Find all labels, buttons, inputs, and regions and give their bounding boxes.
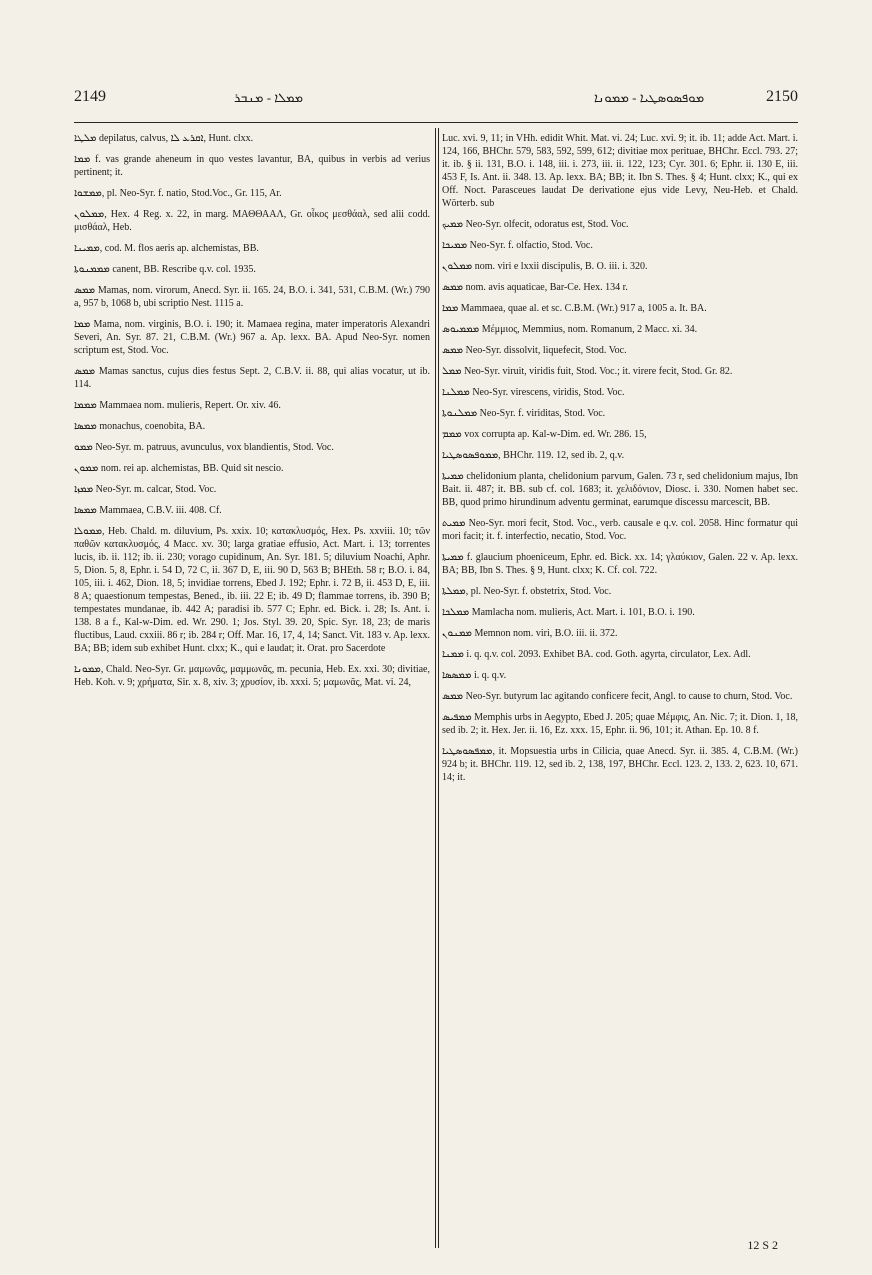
left-running-head: ܡܡܠܐ - ܡܢܒܪ (234, 90, 304, 105)
entry: ܡܡܠ Neo-Syr. viruit, viridis fuit, Stod. Voc.; it. virere fecit, Stod. Gr. 82. (442, 366, 733, 377)
entry: ܡܡܐ Mama, nom. virginis, B.O. i. 190; it. Mamaea regina, mater imperatoris Alexandri Severi, An. Syr. 87. 21, C.B.M. (Wr.) 967 a. Ap. lexx. BA. Apud Neo-Syr. nomen scriptum est, Stod. Voc. (74, 319, 430, 356)
entry: ܡܡܫܘܐ, pl. Neo-Syr. f. natio, Stod.Voc., Gr. 115, Ar. (74, 188, 282, 199)
left-column (74, 132, 430, 697)
signature-mark: 12 S 2 (747, 1238, 778, 1252)
entry: ܡܡܝܬܐ chelidonium planta, chelidonium parvum, Galen. 73 r, sed chelidonium majus, Ibn Bait. ii. 487; it. BB. sub cf. col. 1683; it. χελιδόνιον, Diosc. i. 330. Nomen habet sec. BB, quod primo hirundinum adventu germinat, earumque discessu marcescit, BB. (442, 471, 798, 508)
header-rule (74, 122, 798, 123)
entry: ܡܡܝܬ Neo-Syr. mori fecit, Stod. Voc., verb. causale e q.v. col. 2058. Hinc formatur qui mori facit; it. f. interfectio, necatio, Stod. Voc. (442, 518, 798, 542)
entry: ܡܡܣ Mamas, nom. virorum, Anecd. Syr. ii. 165. 24, B.O. i. 341, 531, C.B.M. (Wr.) 790 a, 957 b, 1068 b, ubi scriptio Nest. 1115 a. (74, 285, 430, 309)
column-divider-second (438, 128, 439, 1248)
entry: ܡܡܡ vox corrupta ap. Kal-w-Dim. ed. Wr. 286. 15, (442, 429, 647, 440)
entry: ܡܡܢܐ i. q. q.v. col. 2093. Exhibet BA. cod. Goth. agyrta, circulator, Lex. Adl. (442, 649, 751, 660)
entry: ܡܡܦܣܘܣܛܝܐ, it. Mopsuestia urbs in Cilicia, quae Anecd. Syr. ii. 385. 4, C.B.M. (Wr.) 924 b; it. BHChr. 119. 12, sed ib. 2, 138, 197, BHChr. Eccl. 123. 2, 133. 2, 623. 10, 671. 14; it. (442, 746, 798, 783)
entry: ܡܡܘ Neo-Syr. m. patruus, avunculus, vox blandientis, Stod. Voc. (74, 442, 334, 453)
entry: ܡܡܡܐ Mammaea nom. mulieris, Repert. Or. xiv. 46. (74, 400, 281, 411)
entry: ܡܡܠܬܐ, pl. Neo-Syr. f. obstetrix, Stod. Voc. (442, 586, 612, 597)
entry: ܡܡܝܬܐ f. glaucium phoeniceum, Ephr. ed. Bick. xx. 14; γλαύκιον, Galen. 22 v. Ap. lexx. BA; BB, Ibn S. Thes. § 9, Hunt. clxx; K. Cf. col. 722. (442, 552, 798, 576)
entry: ܡܠܛܐ depilatus, calvus, ܐܩܪܥ ܠܐ, Hunt. clxx. (74, 133, 254, 144)
entry: ܡܡܡܝܘܣ Μέμμιος, Memmius, nom. Romanum, 2 Macc. xi. 34. (442, 324, 698, 335)
entry: ܡܡܣ Neo-Syr. dissolvit, liquefecit, Stod. Voc. (442, 345, 627, 356)
entry: ܡܡܦܝܣ Memphis urbs in Aegypto, Ebed J. 205; quae Μέμφις, An. Nic. 7; it. Dion. 1, 18, sed ib. 2; it. Hex. Jer. ii. 16, Ez. xxx. 15, Ephr. ii. 96, 101; it. Athan. Ep. 10. 8 f. (442, 712, 798, 736)
entry: ܡܡܠܢܐ Neo-Syr. virescens, viridis, Stod. Voc. (442, 387, 625, 398)
entry: ܡܡܐ Mammaea, quae al. et sc. C.B.M. (Wr.) 917 a, 1005 a. It. BA. (442, 303, 707, 314)
entry: ܡܡܣܐ monachus, coenobita, BA. (74, 421, 206, 432)
entry: ܡܡܠܘܢ, Hex. 4 Reg. x. 22, in marg. ΜΑΘΘΑΑΛ, Gr. οἶκος μεσθάαλ, sed alii codd. μισθάαλ, Heb. (74, 209, 430, 233)
entry: ܡܡܠܢܘܬܐ Neo-Syr. f. viriditas, Stod. Voc. (442, 408, 606, 419)
right-column (442, 132, 798, 792)
entry: ܡܡܝܟܐ Neo-Syr. f. olfactio, Stod. Voc. (442, 240, 593, 251)
right-running-head: ܡܘܦܣܘܣܛܝܐ - ܡܡܘܢܐ (594, 90, 705, 105)
right-page-number: 2150 (766, 88, 798, 105)
entry: ܡܡܣܐ Mammaea, C.B.V. iii. 408. Cf. (74, 505, 222, 516)
entry: ܡܡܢܘܢ Memnon nom. viri, B.O. iii. ii. 372. (442, 628, 618, 639)
entry: Luc. xvi. 9, 11; in VHh. edidit Whit. Mat. vi. 24; Luc. xvi. 9; it. ib. 11; adde Act. Mart. i. 124, 166, BHChr. 579, 583, 592, 599, 612; divitiae mox perituae, BHChr. Eccl. 793. 27; it. ib. § ii. 131, B.O. i. 148, iii. i. 273, iii. ii. 122, 123; Cyr. 301. 6; Ephr. ii. 130 E, iii. 453 F, Is. Ant. ii. 348. 13. Ap. lexx. BA; BB; it. Ibn S. Thes. § 4; Hunt. clxx; K., qui ex Off. Noct. Parasceues laudat De derivatione ejus vide Levy, Neu-Heb. et Chald. Wörterb. sub (442, 133, 798, 209)
entry: ܡܡܠܘܢ nom. viri e lxxii discipulis, B. O. iii. i. 320. (442, 261, 648, 272)
entry: ܡܡܡܢܘܬܐ canent, BB. Rescribe q.v. col. 1935. (74, 264, 256, 275)
column-divider (435, 128, 436, 1248)
entry: ܡܡܝܢܐ, cod. M. flos aeris ap. alchemistas, BB. (74, 243, 259, 254)
entry: ܡܡܘܦܣܘܣܛܝܐ, BHChr. 119. 12, sed ib. 2, q.v. (442, 450, 625, 461)
entry: ܡܡܘܢܐ, Chald. Neo-Syr. Gr. μαμωνᾶς, μαμμωνᾶς, m. pecunia, Heb. Ex. xxi. 30; divitiae, Heb. Koh. v. 9; χρήματα, Sir. x. 8, xiv. 3; χρυσίον, ib. xxxi. 5; μαμωνᾶς, Mat. vi. 24, (74, 664, 430, 688)
entry: ܡܡܐ f. vas grande aheneum in quo vestes lavantur, BA, quibus in verbis ad verius pertinent; it. (74, 154, 430, 178)
entry: ܡܡܣ Mamas sanctus, cujus dies festus Sept. 2, C.B.V. ii. 88, qui alias vocatur, ut ib. 114. (74, 366, 430, 390)
entry: ܡܡܣ nom. avis aquaticae, Bar-Ce. Hex. 134 r. (442, 282, 628, 293)
entry: ܡܡܘܢ nom. rei ap. alchemistas, BB. Quid sit nescio. (74, 463, 284, 474)
entry: ܡܡܠܟܐ Mamlacha nom. mulieris, Act. Mart. i. 101, B.O. i. 190. (442, 607, 695, 618)
left-page-number: 2149 (74, 88, 106, 105)
entry: ܡܡܣ Neo-Syr. butyrum lac agitando conficere fecit, Angl. to cause to churn, Stod. Voc. (442, 691, 793, 702)
page-header (74, 88, 798, 118)
entry: ܡܡܘܠܐ, Heb. Chald. m. diluvium, Ps. xxix. 10; κατακλυσμός, Hex. Ps. xxviii. 10; τῶν παθῶν κατακλυσμός, 4 Macc. xv. 30; larga gratiae effusio, Act. Mart. i. 13; torrentes lucis, ib. ii. 112; ib. ii. 230; vorago cupidinum, An. Syr. 181. 5; diluvium Noachi, Aphr. 5, Dion. 5, 8, Ephr. i. 54 D, 72 C, ii. 367 D, E, iii. 90 D, 563 B; BHEth. 58 r; B.O. i. 84, 105, iii. i. 462, Dion. 18, 5; invidiae torrens, Ebed J. 192; Ephr. i. 72 B, ii. 453 D, E, iii. 8 A; quaestionum tempestas, Bened., ib. iii. 22 E; ib. 49 D; flammae torrens, ib. 390 B; tempestates mundanae, ib. 442 A; paradisi ib. 577 C; Ephr. ed. Bick. i. 28; Is. Ant. i. 138. 8 a f., Kal-w-Dim. ed. Wr. 290. 1; Jos. Styl. 39. 20, Spic. Syr. 18, 23; de maris fluctibus, Laud. cxxiii. 86 r; ib. 284 r; Off. Mar. 16, 17, 4, 14; Sanct. Vit. 183 v. Ap. lexx. BA; BB; idem sub exhibet Hunt. clxx; K., qui e laudat; it. Orat. pro Sacerdote (74, 526, 430, 654)
entry: ܡܡܣܣܐ i. q. q.v. (442, 670, 507, 681)
entry: ܡܡܝܟ Neo-Syr. olfecit, odoratus est, Stod. Voc. (442, 219, 629, 230)
entry: ܡܡܙܐ Neo-Syr. m. calcar, Stod. Voc. (74, 484, 217, 495)
